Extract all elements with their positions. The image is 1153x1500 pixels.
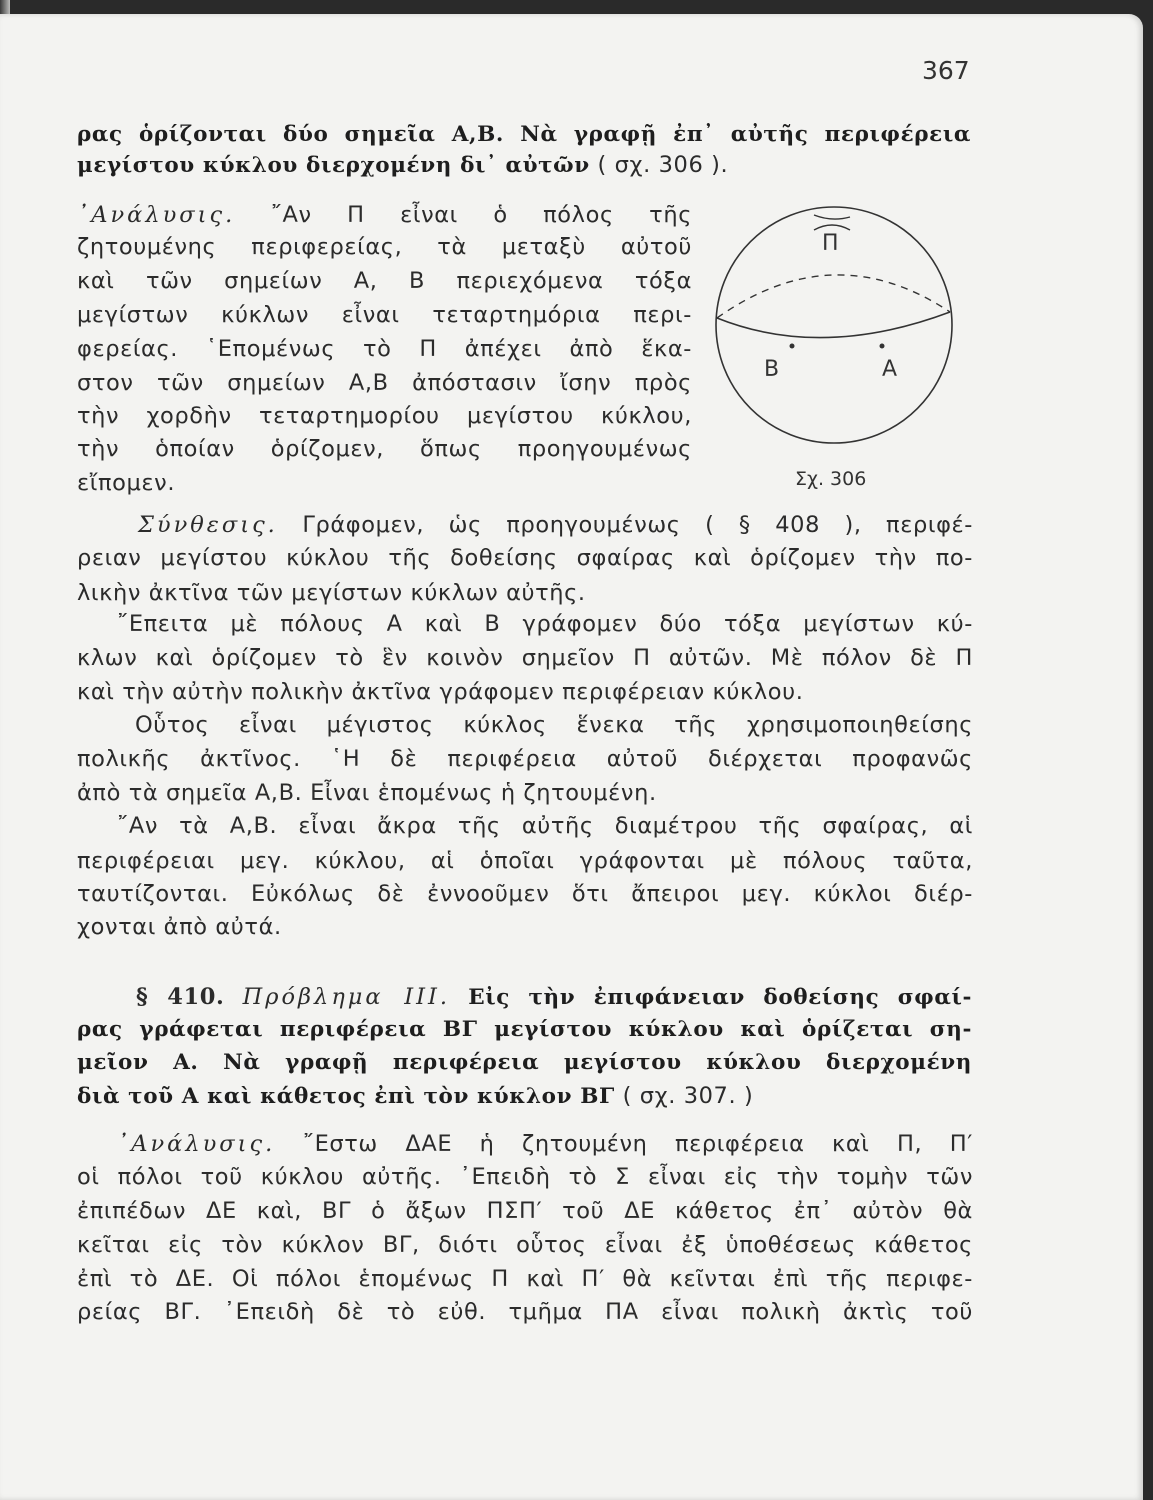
synthesis-text: Γράφομεν, ὡς προηγουμένως ( § 408 ), περιφέ-	[302, 512, 973, 538]
analysis-line-2: ζητουμένης περιφερείας, τὰ μεταξὺ αὐτοῦ	[77, 234, 692, 260]
figure-reference-307: ( σχ. 307. )	[622, 1083, 754, 1109]
analysis2-line-3: ἐπιπέδων ΔΕ καὶ, ΒΓ ὁ ἄξων ΠΣΠ′ τοῦ ΔΕ κάθετος ἐπ᾽ αὐτὸν θὰ	[77, 1198, 973, 1224]
analysis2-line-2: οἱ πόλοι τοῦ κύκλου αὐτῆς. ᾽Επειδὴ τὸ Σ εἶναι εἰς τὴν τομὴν τῶν	[77, 1164, 973, 1190]
section-410-line-1	[136, 982, 972, 1013]
analysis-text: ῎Αν Π εἶναι ὁ πόλος τῆς	[270, 202, 692, 228]
figure-caption: Σχ. 306	[795, 468, 867, 490]
analysis-line-1	[77, 200, 692, 230]
analysis-line-6: στον τῶν σημείων Α,Β ἀπόστασιν ἴσην πρὸς	[77, 370, 692, 396]
analysis-line-4: μεγίστων κύκλων εἶναι τεταρτημόρια περι-	[77, 302, 692, 328]
point-b-marker	[790, 344, 795, 349]
problem-statement-line-1: ρας ὁρίζονται δύο σημεῖα Α,Β. Νὰ γραφῇ ἐπ᾽ αὐτῆς περιφέρεια	[77, 122, 971, 147]
point-a-label: Α	[882, 357, 898, 382]
page-number: 367	[922, 56, 970, 85]
analysis-line-3: καὶ τῶν σημείων Α, Β περιεχόμενα τόξα	[77, 268, 692, 294]
problem-statement-bold: μεγίστου κύκλου διερχομένη δι᾽ αὐτῶν	[77, 153, 590, 178]
synthesis-line-9: ἀπὸ τὰ σημεῖα Α,Β. Εἶναι ἑπομένως ἡ ζητουμένη.	[77, 780, 657, 806]
synthesis-line-13: χονται ἀπὸ αὐτά.	[77, 914, 282, 940]
analysis2-text: ῎Εστω ΔΑΕ ἡ ζητουμένη περιφέρεια καὶ Π, Π′	[302, 1131, 973, 1157]
figure-reference: ( σχ. 306 ).	[597, 152, 729, 178]
great-circle-back-arc	[717, 275, 950, 318]
analysis-line-5: φερείας. ῾Επομένως τὸ Π ἀπέχει ἀπὸ ἕκα-	[77, 336, 692, 362]
section-410-line-4	[77, 1081, 753, 1112]
synthesis-line-6: καὶ τὴν αὐτὴν πολικὴν ἀκτῖνα γράφομεν περιφέρειαν κύκλου.	[77, 679, 804, 705]
synthesis-line-12: ταυτίζονται. Εὐκόλως δὲ ἐννοοῦμεν ὅτι ἄπειροι μεγ. κύκλοι διέρ-	[77, 881, 973, 907]
synthesis-line-7: Οὗτος εἶναι μέγιστος κύκλος ἕνεκα τῆς χρησιμοποιηθείσης	[135, 712, 973, 738]
problem-title-start: Εἰς τὴν ἐπιφάνειαν δοθείσης σφαί-	[468, 985, 972, 1010]
section-410-line-2: ρας γράφεται περιφέρεια ΒΓ μεγίστου κύκλου καὶ ὁρίζεται ση-	[77, 1017, 972, 1042]
problem-title-end: διὰ τοῦ Α καὶ κάθετος ἐπὶ τὸν κύκλον ΒΓ	[77, 1084, 615, 1109]
analysis2-line-6: ρείας ΒΓ. ᾽Επειδὴ δὲ τὸ εὐθ. τμῆμα ΠΑ εἶναι πολικὴ ἀκτὶς τοῦ	[77, 1299, 973, 1325]
analysis2-label: ᾽Ανάλυσις.	[117, 1131, 276, 1157]
section-number: § 410.	[136, 984, 225, 1010]
synthesis-line-2: ρειαν μεγίστου κύκλου τῆς δοθείσης σφαίρας καὶ ὁρίζομεν τὴν πο-	[77, 545, 973, 571]
pole-label: Π	[822, 231, 839, 256]
synthesis-line-10: ῎Αν τὰ Α,Β. εἶναι ἄκρα τῆς αὐτῆς διαμέτρου τῆς σφαίρας, αἱ	[117, 813, 973, 839]
synthesis-label: Σύνθεσις.	[138, 512, 278, 538]
synthesis-line-5: κλων καὶ ὁρίζομεν τὸ ἓν κοινὸν σημεῖον Π αὐτῶν. Μὲ πόλον δὲ Π	[77, 645, 973, 671]
analysis-label: ᾽Ανάλυσις.	[77, 202, 236, 228]
analysis2-line-5: ἐπὶ τὸ ΔΕ. Οἱ πόλοι ἑπομένως Π καὶ Π′ θὰ κεῖνται ἐπὶ τῆς περιφε-	[77, 1266, 973, 1292]
point-a-marker	[880, 344, 885, 349]
section-410-line-3: μεῖον Α. Νὰ γραφῇ περιφέρεια μεγίστου κύκλου διερχομένη	[77, 1050, 972, 1075]
sphere-figure-306	[712, 200, 962, 455]
synthesis-line-11: περιφέρειαι μεγ. κύκλου, αἱ ὁποῖαι γράφονται μὲ πόλους ταῦτα,	[77, 848, 973, 874]
analysis-line-8: τὴν ὁποίαν ὁρίζομεν, ὅπως προηγουμένως	[77, 436, 692, 462]
problem-label: Πρόβλημα ΙΙΙ.	[242, 984, 451, 1010]
analysis-line-9: εἴπομεν.	[77, 470, 176, 496]
synthesis-line-3: λικὴν ἀκτῖνα τῶν μεγίστων κύκλων αὐτῆς.	[77, 580, 586, 606]
analysis2-line-4: κεῖται εἰς τὸν κύκλον ΒΓ, διότι οὗτος εἶναι ἐξ ὑποθέσεως κάθετος	[77, 1232, 973, 1258]
point-b-label: Β	[764, 357, 780, 382]
synthesis-line-8: πολικῆς ἀκτῖνος. ῾Η δὲ περιφέρεια αὐτοῦ διέρχεται προφανῶς	[77, 746, 973, 772]
analysis-line-7: τὴν χορδὴν τεταρτημορίου μεγίστου κύκλου,	[77, 403, 692, 429]
great-circle-front-arc	[717, 312, 950, 338]
synthesis-line-4: ῎Επειτα μὲ πόλους Α καὶ Β γράφομεν δύο τόξα μεγίστων κύ-	[117, 611, 973, 637]
pole-intersection-arcs	[814, 215, 850, 230]
problem-statement-line-2	[77, 150, 728, 181]
synthesis-line-1	[138, 510, 973, 540]
analysis2-line-1	[117, 1129, 973, 1159]
